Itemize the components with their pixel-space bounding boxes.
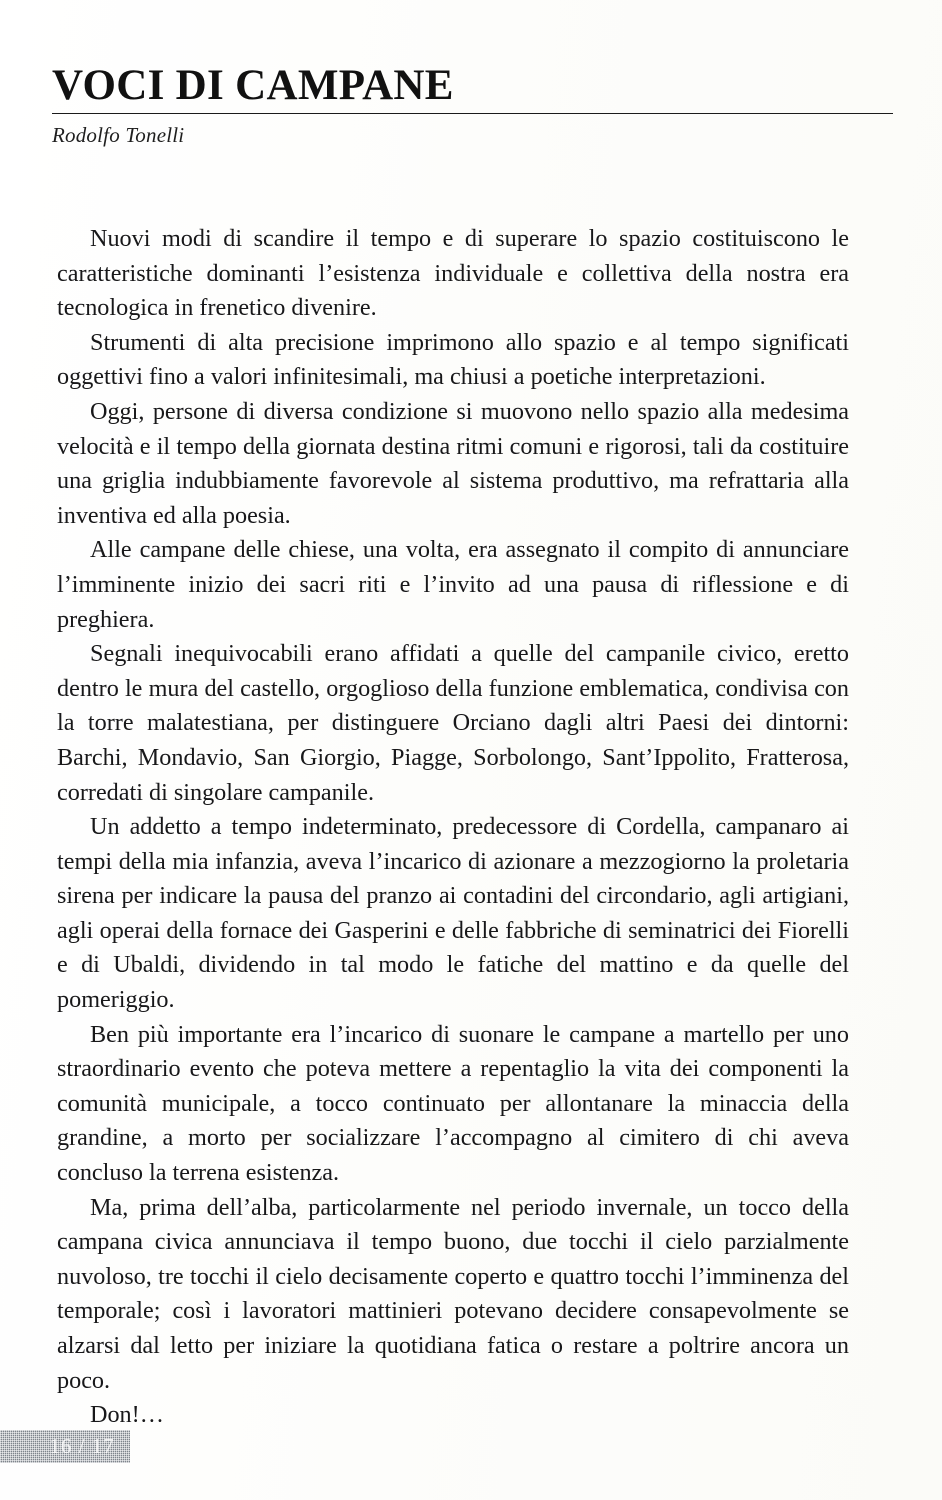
masthead bbox=[52, 62, 894, 147]
body-paragraph: Alle campane delle chiese, una volta, era assegnato il compito di annunciare l’imminente inizio dei sacri riti e l’invito ad una pausa di riflessione e di preghiera. bbox=[57, 536, 849, 633]
body-paragraph: Oggi, persone di diversa condizione si muovono nello spazio alla medesima velocità e il tempo della giornata destina ritmi comuni e rigorosi, tali da costituire una griglia indubbiamente favorevole al sistema produttivo, ma refrattaria alla inventiva ed alla poesia. bbox=[57, 397, 849, 529]
body-paragraph: Nuovi modi di scandire il tempo e di superare lo spazio costituiscono le caratteristiche dominanti l’esistenza individuale e collettiva della nostra era tecnologica in frenetico divenire. bbox=[57, 225, 849, 322]
title-divider bbox=[52, 113, 893, 114]
page-title: VOCI DI CAMPANE bbox=[52, 62, 454, 109]
body-paragraph: Ben più importante era l’incarico di suonare le campane a martello per uno straordinario evento che poteva mettere a repentaglio la vita dei componenti la comunità municipale, a tocco continuato per allontanare la minaccia della grandine, a morto per socializzare l’accompagno al cimitero di chi aveva concluso la terrena esistenza. bbox=[57, 1020, 849, 1187]
page-number-badge bbox=[0, 1430, 130, 1463]
body-paragraph: Segnali inequivocabili erano affidati a quelle del campanile civico, eretto dentro le mura del castello, orgoglioso della funzione emblematica, condivisa con la torre malatestiana, per distinguere Orciano dagli altri Paesi dei dintorni: Barchi, Mondavio, San Giorgio, Piagge, Sorbolongo, Sant’Ippolito, Fratterosa, corredati di singolare campanile. bbox=[57, 640, 849, 806]
body-paragraph: Don!… bbox=[90, 1401, 164, 1429]
body-paragraph: Un addetto a tempo indeterminato, predecessore di Cordella, campanaro ai tempi della mia infanzia, aveva l’incarico di azionare a mezzogiorno la proletaria sirena per indicare la pausa del pranzo ai contadini del circondario, agli artigiani, agli operai della fornace dei Gasperini e delle fabbriche di seminatrici dei Fiorelli e di Ubaldi, dividendo in tal modo le fatiche del mattino e da quelle del pomeriggio. bbox=[57, 813, 849, 1014]
body-paragraph: Strumenti di alta precisione imprimono allo spazio e al tempo significati oggettivi fino a valori infinitesimali, ma chiusi a poetiche interpretazioni. bbox=[57, 328, 849, 391]
article-body bbox=[57, 222, 849, 1433]
page-number-label: 16 / 17 bbox=[49, 1434, 115, 1458]
body-paragraph: Ma, prima dell’alba, particolarmente nel periodo invernale, un tocco della campana civica annunciava il tempo buono, due tocchi il cielo parzialmente nuvoloso, tre tocchi il cielo decisamente coperto e quattro tocchi l’imminenza del temporale; così i lavoratori mattinieri potevano decidere consapevolmente se alzarsi dal letto per iniziare la quotidiana fatica o restare a poltrire ancora un poco. bbox=[57, 1193, 849, 1394]
author-byline: Rodolfo Tonelli bbox=[52, 123, 185, 147]
